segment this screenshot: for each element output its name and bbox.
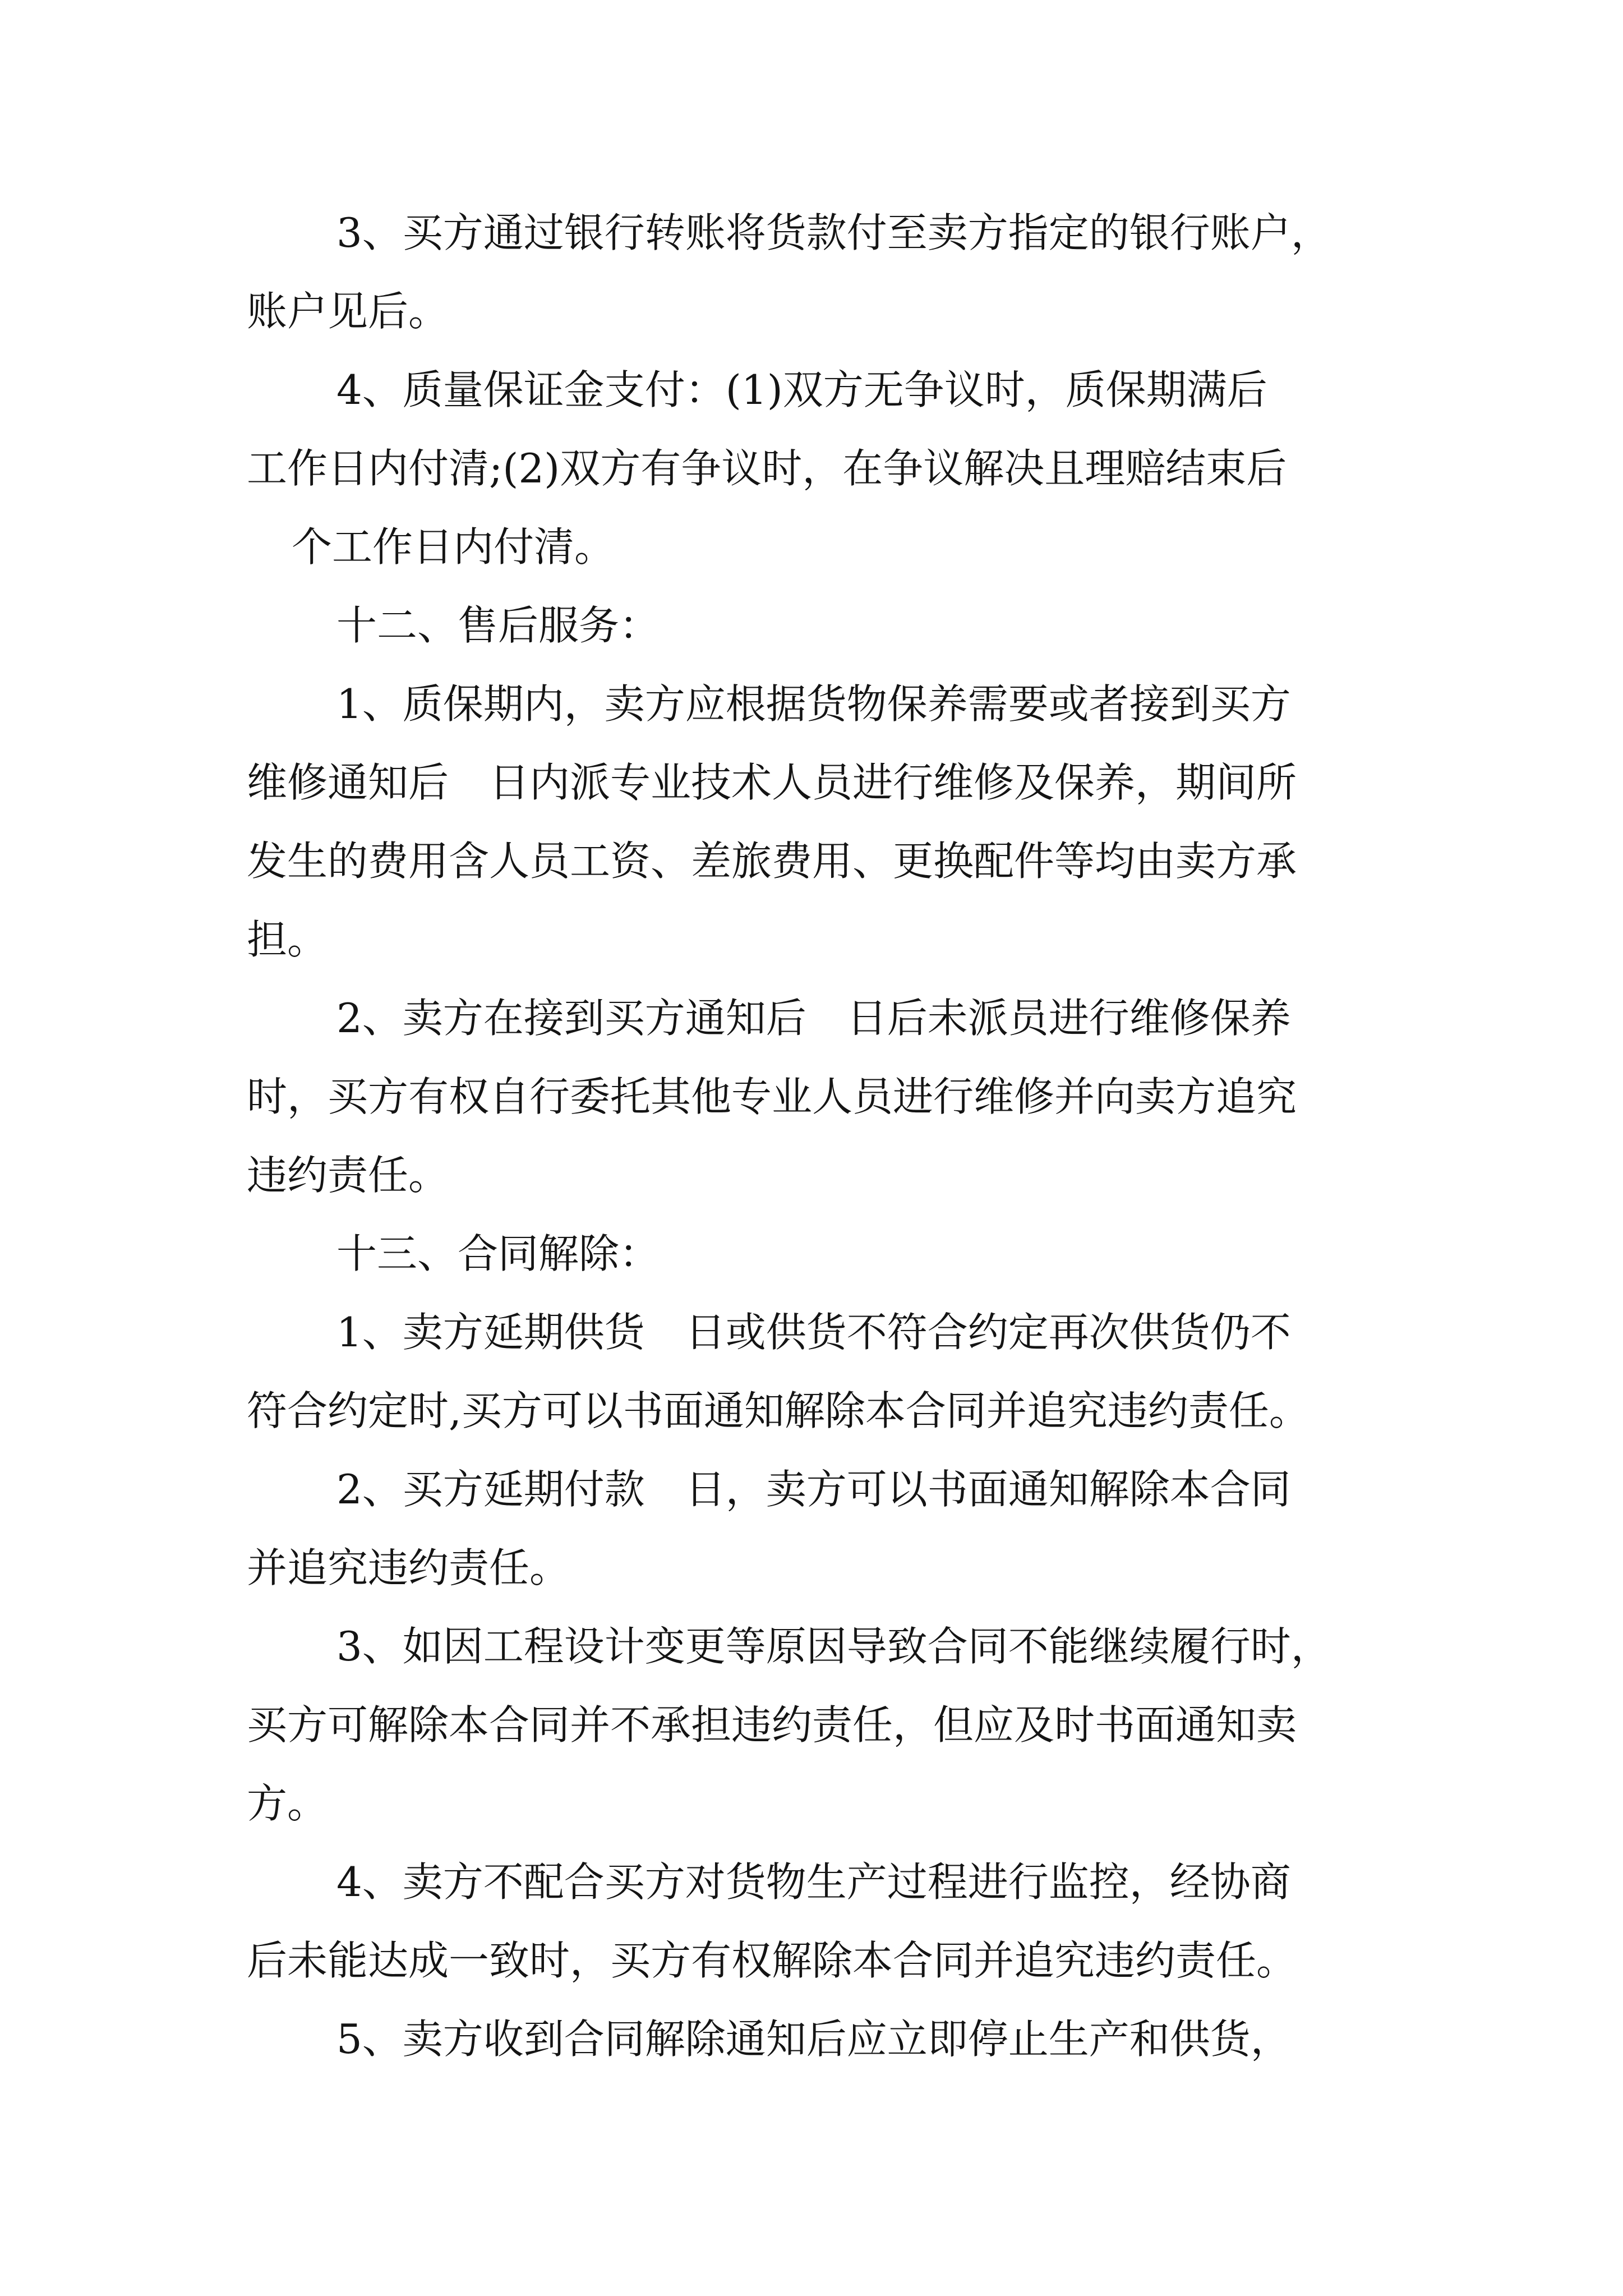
text-line: 3、如因工程设计变更等原因导致合同不能继续履行时， xyxy=(336,1623,1331,1670)
text-line: 担。 xyxy=(247,916,328,963)
text-line: 工作日内付清;(2)双方有争议时，在争议解决且理赔结束后 xyxy=(247,445,1287,492)
text-line: 5、卖方收到合同解除通知后应立即停止生产和供货， xyxy=(336,2016,1291,2063)
section-heading: 十三、合同解除： xyxy=(336,1230,660,1277)
text-line: 并追究违约责任。 xyxy=(247,1544,570,1591)
text-line: 时，买方有权自行委托其他专业人员进行维修并向卖方追究 xyxy=(247,1073,1297,1120)
text-line: 3、买方通过银行转账将货款付至卖方指定的银行账户， xyxy=(336,209,1331,256)
text-line: 4、卖方不配合买方对货物生产过程进行监控，经协商 xyxy=(336,1858,1291,1906)
text-line: 账户见后。 xyxy=(247,288,449,335)
text-line: 1、质保期内，卖方应根据货物保养需要或者接到买方 xyxy=(336,680,1291,728)
text-line: 符合约定时,买方可以书面通知解除本合同并追究违约责任。 xyxy=(247,1387,1310,1434)
text-line: 后未能达成一致时，买方有权解除本合同并追究违约责任。 xyxy=(247,1937,1297,1984)
text-line: 违约责任。 xyxy=(247,1152,449,1199)
text-line: 发生的费用含人员工资、差旅费用、更换配件等均由卖方承 xyxy=(247,838,1297,885)
text-line: 买方可解除本合同并不承担违约责任，但应及时书面通知卖 xyxy=(247,1701,1297,1749)
text-line: 个工作日内付清。 xyxy=(292,523,615,570)
text-line: 1、卖方延期供货 日或供货不符合约定再次供货仍不 xyxy=(336,1309,1291,1356)
text-line: 维修通知后 日内派专业技术人员进行维修及保养，期间所 xyxy=(247,759,1297,806)
text-line: 2、卖方在接到买方通知后 日后未派员进行维修保养 xyxy=(336,995,1291,1042)
text-line: 2、买方延期付款 日，卖方可以书面通知解除本合同 xyxy=(336,1466,1291,1513)
text-line: 4、质量保证金支付：(1)双方无争议时，质保期满后 xyxy=(336,366,1267,413)
section-heading: 十二、售后服务： xyxy=(336,602,660,649)
text-line: 方。 xyxy=(247,1780,328,1827)
